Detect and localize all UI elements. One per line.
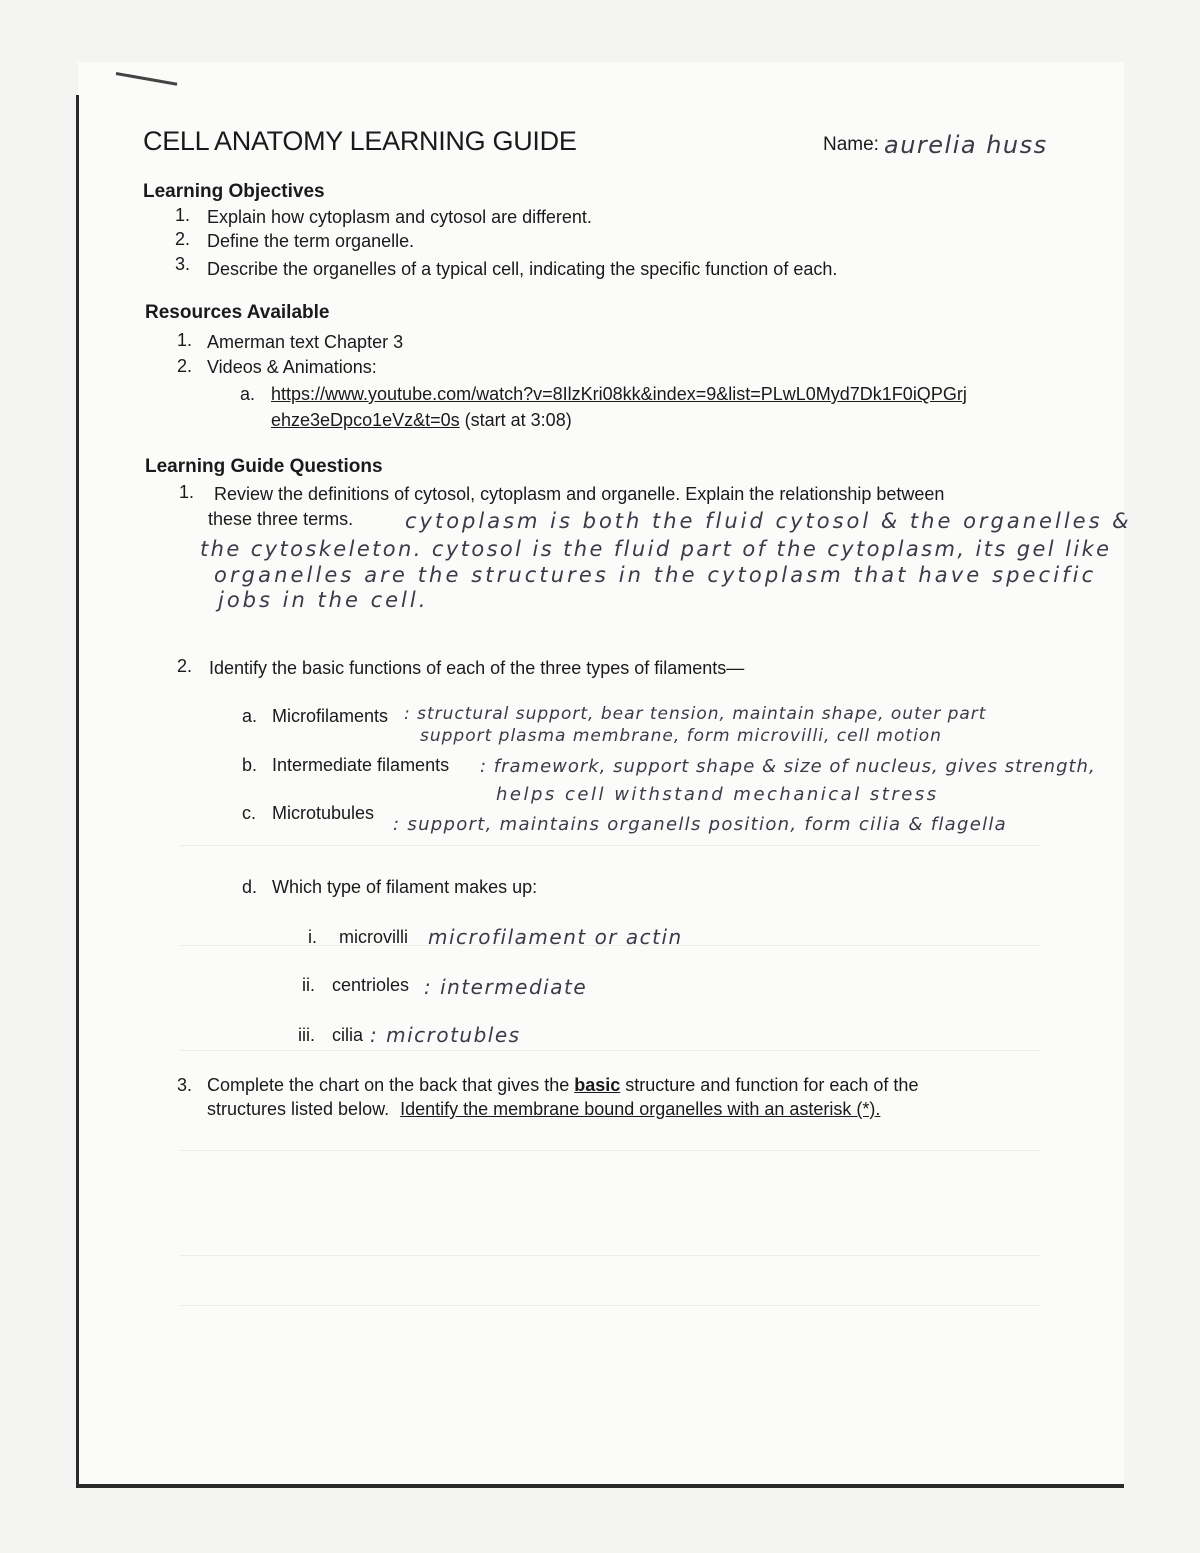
question-number: 2.: [177, 656, 193, 676]
question-1-text-continued: these three terms.: [208, 509, 354, 529]
page-bottom-edge: [76, 1484, 1124, 1488]
question-number: 1.: [179, 482, 195, 502]
video-start-time: (start at 3:08): [464, 410, 572, 430]
question-3-text-continued: structures listed below. Identify the membrane bound organelles with an asterisk (*).: [207, 1099, 881, 1119]
item-marker: a.: [242, 706, 258, 726]
item-marker: d.: [242, 877, 258, 897]
item-marker: c.: [242, 803, 257, 823]
basic-emphasis: basic: [574, 1075, 621, 1095]
intermediate-filaments-label: Intermediate filaments: [272, 755, 450, 775]
objectives-heading: Learning Objectives: [143, 181, 325, 202]
centrioles-label: centrioles: [332, 975, 410, 995]
bleed-through-line: [180, 1050, 1040, 1051]
objective-text: Explain how cytoplasm and cytosol are different.: [207, 207, 592, 227]
microfilaments-answer-continued: support plasma membrane, form microvilli, cell motion: [420, 726, 942, 746]
link-marker: a.: [240, 384, 256, 404]
bleed-through-line: [180, 1150, 1040, 1151]
intermediate-filaments-answer: : framework, support shape & size of nucleus, gives strength,: [480, 756, 1096, 777]
objective-number: 2.: [175, 229, 191, 249]
sub-item-marker: iii.: [298, 1025, 315, 1045]
microfilaments-answer: : structural support, bear tension, maintain shape, outer part: [404, 704, 987, 724]
microfilaments-label: Microfilaments: [272, 706, 389, 726]
objective-text: Define the term organelle.: [207, 231, 415, 251]
microtubules-answer: : support, maintains organells position, form cilia & flagella: [393, 814, 1008, 835]
bleed-through-line: [180, 1255, 1040, 1256]
resource-number: 2.: [177, 356, 193, 376]
resources-heading: Resources Available: [145, 302, 330, 323]
cilia-label: cilia: [332, 1025, 364, 1045]
resource-text: Videos & Animations:: [207, 357, 377, 377]
objective-text: Describe the organelles of a typical cell, indicating the specific function of each.: [207, 259, 838, 279]
question-1-answer: cytoplasm is both the fluid cytosol & the organelles &: [405, 509, 1132, 533]
question-1-answer: jobs in the cell.: [218, 588, 429, 612]
centrioles-answer: : intermediate: [424, 975, 588, 999]
resource-number: 1.: [177, 330, 193, 350]
resource-text: Amerman text Chapter 3: [207, 332, 404, 352]
questions-heading: Learning Guide Questions: [145, 456, 383, 477]
question-3-text: Complete the chart on the back that gives the basic structure and function for each of the: [207, 1075, 919, 1095]
asterisk-instruction: Identify the membrane bound organelles with an asterisk (*).: [400, 1099, 881, 1119]
question-1-answer: organelles are the structures in the cytoplasm that have specific: [214, 563, 1097, 587]
name-value: aurelia huss: [884, 131, 1048, 159]
item-marker: b.: [242, 755, 258, 775]
page-left-edge: [76, 95, 79, 1485]
name-label: Name:: [823, 134, 879, 155]
microvilli-answer: microfilament or actin: [428, 925, 683, 949]
page-title: CELL ANATOMY LEARNING GUIDE: [143, 126, 577, 156]
bleed-through-line: [180, 1305, 1040, 1306]
cilia-answer: : microtubles: [370, 1023, 521, 1047]
sub-item-marker: ii.: [302, 975, 315, 995]
objective-number: 3.: [175, 254, 191, 274]
objective-number: 1.: [175, 205, 191, 225]
video-link-continued[interactable]: ehze3eDpco1eVz&t=0s: [271, 410, 460, 430]
question-2-text: Identify the basic functions of each of the three types of filaments—: [209, 658, 745, 678]
video-link[interactable]: https://www.youtube.com/watch?v=8IlzKri08kk&index=9&list=PLwL0Myd7Dk1F0iQPGrj: [271, 384, 967, 404]
bleed-through-line: [180, 845, 1040, 846]
question-2d-text: Which type of filament makes up:: [272, 877, 538, 897]
intermediate-filaments-answer-continued: helps cell withstand mechanical stress: [496, 784, 939, 805]
question-number: 3.: [177, 1075, 193, 1095]
microtubules-label: Microtubules: [272, 803, 375, 823]
question-1-answer: the cytoskeleton. cytosol is the fluid part of the cytoplasm, its gel like: [200, 537, 1112, 561]
microvilli-label: microvilli: [339, 927, 408, 947]
question-1-text: Review the definitions of cytosol, cytoplasm and organelle. Explain the relationship between: [214, 484, 945, 504]
sub-item-marker: i.: [308, 927, 317, 947]
